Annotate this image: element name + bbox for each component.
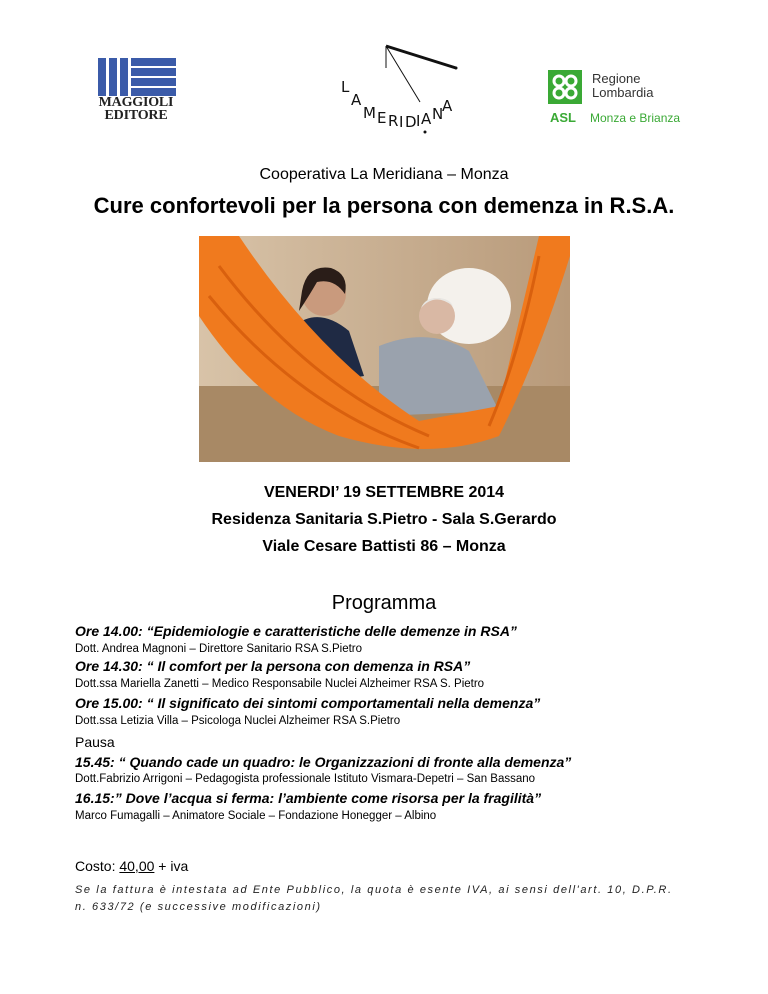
organizer-subtitle: Cooperativa La Meridiana – Monza bbox=[259, 166, 509, 183]
cost-label: Costo: bbox=[75, 858, 120, 874]
meridiana-letter-m: M bbox=[363, 104, 376, 122]
program-item-3-speaker: Dott.ssa Letizia Villa – Psicologa Nuclei Alzheimer RSA S.Pietro bbox=[75, 715, 401, 727]
cost-suffix: + iva bbox=[154, 858, 189, 874]
vat-note-line2: n. 633/72 (e successive modificazioni) bbox=[75, 901, 322, 913]
event-photo bbox=[199, 236, 570, 462]
meridiana-letter-i1: I bbox=[399, 113, 404, 131]
meridiana-letter-a2: A bbox=[421, 110, 432, 128]
lombardia-line1: Regione bbox=[592, 71, 641, 86]
vat-note-line1: Se la fattura è intestata ad Ente Pubblico, la quota è esente IVA, ai sensi dell'art. 10, D.P.R. bbox=[75, 884, 673, 896]
cost-line bbox=[75, 858, 188, 874]
meridiana-letter-l: L bbox=[341, 78, 350, 96]
event-title: Cure confortevoli per la persona con demenza in R.S.A. bbox=[93, 193, 675, 218]
program-item-4-title: 15.45: “ Quando cade un quadro: le Organizzazioni di fronte alla demenza” bbox=[75, 754, 572, 770]
meridiana-letter-n: N bbox=[432, 105, 444, 123]
meridiana-letter-a3: A bbox=[442, 97, 453, 115]
maggioli-bars-icon bbox=[98, 58, 176, 96]
program-heading: Programma bbox=[331, 592, 437, 614]
maggioli-editore-logo bbox=[92, 58, 180, 124]
program-item-2-speaker: Dott.ssa Mariella Zanetti – Medico Responsabile Nuclei Alzheimer RSA S. Pietro bbox=[75, 678, 485, 690]
regione-lombardia-logo bbox=[548, 68, 718, 128]
la-meridiana-logo bbox=[320, 40, 470, 135]
lombardia-rose-icon bbox=[548, 70, 582, 104]
event-venue: Residenza Sanitaria S.Pietro - Sala S.Gerardo bbox=[211, 511, 557, 528]
meridiana-letter-d: D bbox=[405, 113, 417, 131]
event-date: VENERDI’ 19 SETTEMBRE 2014 bbox=[263, 484, 505, 501]
program-item-5-speaker: Marco Fumagalli – Animatore Sociale – Fondazione Honegger – Albino bbox=[75, 810, 437, 822]
cost-amount: 40,00 bbox=[119, 858, 155, 874]
meridiana-letter-a1: A bbox=[351, 91, 362, 109]
maggioli-line2: EDITORE bbox=[104, 108, 168, 123]
lombardia-line2: Lombardia bbox=[592, 85, 654, 100]
program-item-2-title: Ore 14.30: “ Il comfort per la persona con demenza in RSA” bbox=[75, 658, 471, 674]
event-address: Viale Cesare Battisti 86 – Monza bbox=[262, 538, 506, 555]
program-item-1-speaker: Dott. Andrea Magnoni – Direttore Sanitario RSA S.Pietro bbox=[75, 643, 363, 655]
maggioli-line1: MAGGIOLI bbox=[98, 95, 174, 110]
meridiana-letter-e: E bbox=[377, 109, 387, 127]
asl-label: ASL bbox=[550, 110, 576, 125]
meridiana-letter-r: R bbox=[388, 112, 399, 130]
program-item-5-title: 16.15:” Dove l’acqua si ferma: l’ambiente come risorsa per la fragilità” bbox=[75, 790, 542, 806]
program-item-3-title: Ore 15.00: “ Il significato dei sintomi comportamentali nella demenza” bbox=[75, 695, 541, 711]
program-item-1-title: Ore 14.00: “Epidemiologie e caratteristiche delle demenze in RSA” bbox=[75, 623, 517, 639]
meridiana-letter-i2: I bbox=[416, 112, 421, 130]
pause-label: Pausa bbox=[75, 734, 115, 750]
sundial-icon bbox=[320, 40, 470, 135]
asl-zone-label: Monza e Brianza bbox=[590, 111, 681, 125]
program-item-4-speaker: Dott.Fabrizio Arrigoni – Pedagogista professionale Istituto Vismara-Depetri – San Bassano bbox=[75, 773, 536, 785]
